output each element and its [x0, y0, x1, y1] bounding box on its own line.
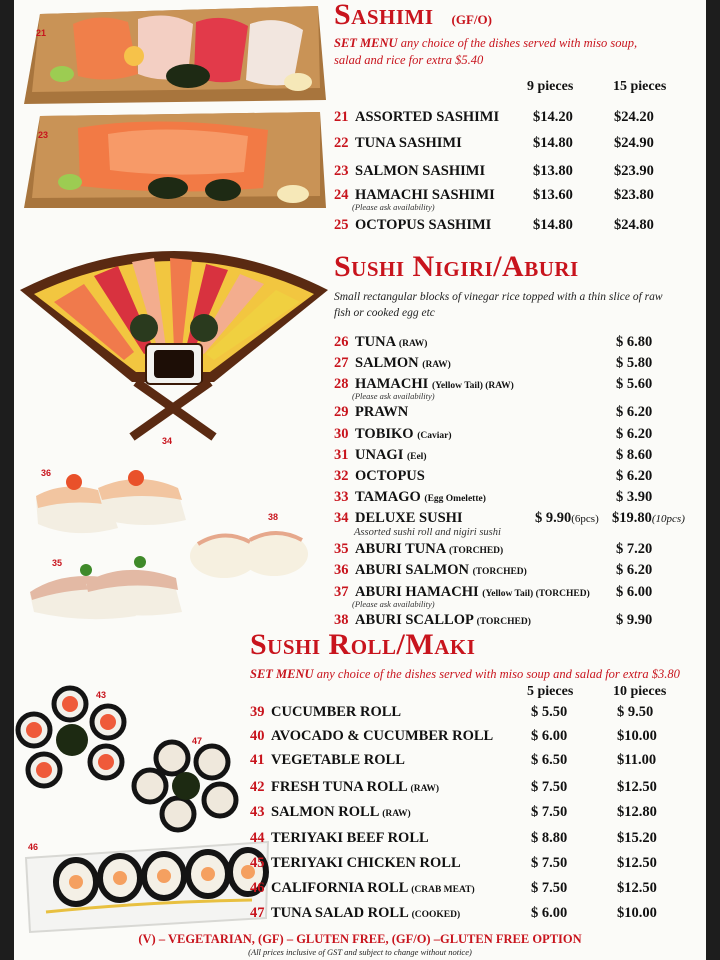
photo-number-43: 43 [96, 690, 107, 700]
item-price-small: $14.80 [533, 217, 573, 233]
aburi-scallop-photo [180, 518, 316, 588]
item-name [355, 135, 462, 152]
item-name-text: ABURI SALMON [355, 562, 469, 578]
item-qualifier: (Caviar) [417, 431, 452, 441]
deluxe-sushi-fan-photo [14, 232, 332, 454]
item-price-small: $13.60 [533, 187, 573, 203]
item-price-large: $23.90 [614, 163, 654, 179]
maki-item-45 [250, 855, 530, 875]
item-number: 27 [334, 355, 349, 371]
item-name-text: VEGETABLE ROLL [271, 752, 405, 768]
item-note: Assorted sushi roll and nigiri sushi [354, 527, 501, 538]
photo-number-35: 35 [52, 558, 63, 568]
item-number: 23 [334, 163, 349, 179]
item-price-small: $ 7.50 [531, 804, 568, 820]
maki-item-41 [250, 752, 530, 772]
item-price: $ 3.90 [616, 489, 653, 505]
item-price-large: $23.80 [614, 187, 654, 203]
maki-item-47 [250, 905, 530, 925]
item-number: 41 [250, 752, 265, 768]
price-value: $19.80 [612, 510, 652, 526]
item-price-large: $12.50 [617, 855, 657, 871]
item-name [355, 562, 527, 579]
item-qualifier: (RAW) [398, 339, 428, 349]
item-price-large: $24.90 [614, 135, 654, 151]
sashimi-col-15-pieces: 15 pieces [613, 79, 667, 94]
item-number: 22 [334, 135, 349, 151]
item-price-small: $14.80 [533, 135, 573, 151]
item-price-small: $ 6.50 [531, 752, 568, 768]
item-price-10pcs [612, 510, 685, 527]
item-qualifier: (Egg Omelette) [424, 494, 486, 504]
item-name-text: TUNA SALAD ROLL [271, 905, 408, 921]
item-price: $ 6.20 [616, 426, 653, 442]
aburi-salmon-photo [28, 468, 194, 542]
item-qualifier: (Yellow Tail) (TORCHED) [482, 589, 590, 599]
item-price-large: $ 9.50 [617, 704, 654, 720]
item-price-small: $ 5.50 [531, 704, 568, 720]
item-name-text: OCTOPUS [355, 468, 425, 484]
item-price-small: $ 6.00 [531, 728, 568, 744]
item-price: $ 7.20 [616, 541, 653, 557]
nigiri-item-30 [334, 426, 624, 446]
item-number: 43 [250, 804, 265, 820]
item-price: $ 6.20 [616, 562, 653, 578]
nigiri-title: Sushi Nigiri/Aburi [334, 250, 579, 283]
photo-number-23: 23 [38, 130, 49, 140]
sashimi-set-label: SET MENU [334, 36, 398, 50]
photo-number-47: 47 [192, 736, 203, 746]
item-price: $ 9.90 [616, 612, 653, 628]
item-name [355, 217, 491, 234]
nigiri-item-26 [334, 334, 624, 354]
item-price-small: $14.20 [533, 109, 573, 125]
salmon-roll-photo [14, 686, 138, 798]
item-name [271, 704, 401, 721]
item-name-text: TAMAGO [355, 489, 421, 505]
item-name-text: DELUXE SUSHI [355, 510, 463, 526]
item-name-text: TUNA SASHIMI [355, 135, 462, 151]
maki-col-10-pieces: 10 pieces [613, 684, 667, 699]
item-number: 21 [334, 109, 349, 125]
item-number: 44 [250, 830, 265, 846]
item-number: 40 [250, 728, 265, 744]
item-price-small: $13.80 [533, 163, 573, 179]
item-name [271, 830, 429, 847]
item-name [355, 541, 503, 558]
item-price: $ 5.80 [616, 355, 653, 371]
item-name-text: SALMON ROLL [271, 804, 379, 820]
maki-col-5-pieces: 5 pieces [527, 684, 574, 699]
item-name [355, 489, 486, 506]
price-value: $ 9.90 [535, 510, 572, 526]
tuna-salad-roll-photo [130, 738, 250, 838]
maki-item-43 [250, 804, 530, 824]
item-name [271, 779, 439, 796]
item-number: 30 [334, 426, 349, 442]
footer-note: (All prices inclusive of GST and subject to change without notice) [248, 947, 472, 957]
item-name-text: TUNA [355, 334, 396, 350]
maki-item-42 [250, 779, 530, 799]
item-name-text: ABURI HAMACHI [355, 584, 479, 600]
nigiri-item-33 [334, 489, 624, 509]
aburi-tuna-photo [26, 554, 186, 626]
footer-legend: (V) – VEGETARIAN, (GF) – GLUTEN FREE, (GF/O) –GLUTEN FREE OPTION [138, 932, 582, 946]
item-note: (Please ask availability) [352, 391, 435, 401]
item-name-text: ASSORTED SASHIMI [355, 109, 500, 125]
photo-number-38: 38 [268, 512, 279, 522]
item-price-small: $ 7.50 [531, 779, 568, 795]
item-number: 42 [250, 779, 265, 795]
item-name [271, 880, 475, 897]
item-qualifier: (TORCHED) [476, 617, 531, 627]
salmon-sashimi-photo [18, 108, 330, 220]
item-name [355, 426, 451, 443]
item-price-large: $24.80 [614, 217, 654, 233]
item-name [271, 728, 493, 745]
item-qualifier: (RAW) [422, 360, 451, 370]
maki-item-40 [250, 728, 530, 748]
assorted-sashimi-photo [18, 4, 330, 116]
item-number: 37 [334, 584, 349, 600]
item-number: 26 [334, 334, 349, 350]
item-name-text: OCTOPUS SASHIMI [355, 217, 492, 233]
nigiri-item-35 [334, 541, 624, 561]
photo-number-34: 34 [162, 436, 173, 446]
item-name [355, 468, 425, 485]
sashimi-set-menu [334, 35, 664, 69]
item-name-text: ABURI TUNA [355, 541, 446, 557]
item-name [355, 510, 463, 527]
maki-set-menu [250, 666, 690, 683]
item-price-large: $12.80 [617, 804, 657, 820]
maki-item-46 [250, 880, 530, 900]
item-note: (Please ask availability) [352, 202, 435, 212]
sashimi-item-25 [334, 217, 514, 237]
item-qualifier: (RAW) [382, 809, 411, 819]
item-name-text: FRESH TUNA ROLL [271, 779, 407, 795]
item-name [355, 163, 485, 180]
sashimi-item-21 [334, 109, 514, 129]
item-note: (Please ask availability) [352, 599, 435, 609]
maki-set-text: any choice of the dishes served with miso soup and salad for extra $3.80 [316, 667, 680, 681]
item-qualifier: (TORCHED) [449, 546, 504, 556]
item-price-large: $12.50 [617, 880, 657, 896]
item-name [271, 752, 405, 769]
item-price-small: $ 7.50 [531, 880, 568, 896]
item-number: 46 [250, 880, 265, 896]
item-name-text: ABURI SCALLOP [355, 612, 474, 628]
item-price-large: $12.50 [617, 779, 657, 795]
item-name-text: UNAGI [355, 447, 404, 463]
item-price: $ 8.60 [616, 447, 653, 463]
nigiri-description: Small rectangular blocks of vinegar rice topped with a thin slice of raw fish or cooked egg etc [334, 291, 663, 319]
item-name-text: CALIFORNIA ROLL [271, 880, 408, 896]
item-price: $ 6.00 [616, 584, 653, 600]
sashimi-set-text: any choice of the dishes served with miso soup, salad and rice for extra $5.40 [334, 36, 638, 67]
item-name [271, 905, 460, 922]
item-number: 31 [334, 447, 349, 463]
item-number: 33 [334, 489, 349, 505]
item-name-text: CUCUMBER ROLL [271, 704, 402, 720]
item-name-text: TERIYAKI CHICKEN ROLL [271, 855, 461, 871]
item-price-small: $ 6.00 [531, 905, 568, 921]
price-qty: (6pcs) [571, 513, 599, 525]
item-name [355, 355, 451, 372]
item-name [355, 109, 499, 126]
sashimi-title [334, 0, 492, 32]
item-number: 45 [250, 855, 265, 871]
maki-item-44 [250, 830, 530, 850]
item-name-text: PRAWN [355, 404, 409, 420]
item-price-large: $24.20 [614, 109, 654, 125]
item-number: 36 [334, 562, 349, 578]
item-number: 35 [334, 541, 349, 557]
item-name-text: SALMON [355, 355, 419, 371]
item-name [355, 612, 531, 629]
item-qualifier: (Yellow Tail) (RAW) [431, 381, 514, 391]
item-number: 34 [334, 510, 349, 526]
nigiri-item-32 [334, 468, 624, 488]
item-price: $ 5.60 [616, 376, 653, 392]
item-name-text: SALMON SASHIMI [355, 163, 486, 179]
item-number: 25 [334, 217, 349, 233]
item-number: 32 [334, 468, 349, 484]
item-price-small: $ 7.50 [531, 855, 568, 871]
item-qualifier: (TORCHED) [472, 567, 527, 577]
item-number: 38 [334, 612, 349, 628]
maki-set-label: SET MENU [250, 667, 314, 681]
item-price-6pcs [535, 510, 599, 527]
item-name-text: AVOCADO & CUCUMBER ROLL [271, 728, 494, 744]
sashimi-item-22 [334, 135, 514, 155]
item-name-text: HAMACHI SASHIMI [355, 187, 495, 203]
item-price: $ 6.20 [616, 404, 653, 420]
item-qualifier: (CRAB MEAT) [411, 885, 475, 895]
item-name [271, 804, 411, 821]
item-price-small: $ 8.80 [531, 830, 568, 846]
item-qualifier: (RAW) [410, 784, 440, 794]
item-price-large: $10.00 [617, 905, 657, 921]
nigiri-item-29 [334, 404, 624, 424]
nigiri-item-31 [334, 447, 624, 467]
price-qty: (10pcs) [651, 513, 685, 525]
photo-number-46: 46 [28, 842, 39, 852]
menu-page [14, 0, 706, 960]
nigiri-item-27 [334, 355, 624, 375]
item-number: 28 [334, 376, 349, 392]
item-qualifier: (COOKED) [411, 910, 461, 920]
item-price-large: $10.00 [617, 728, 657, 744]
item-name [355, 404, 408, 421]
item-name [355, 334, 427, 351]
sashimi-title-text: Sashimi [334, 0, 434, 31]
photo-number-21: 21 [36, 28, 47, 38]
item-price-large: $15.20 [617, 830, 657, 846]
item-number: 29 [334, 404, 349, 420]
item-qualifier: (Eel) [406, 452, 427, 462]
california-roll-photo [22, 840, 272, 936]
item-price: $ 6.80 [616, 334, 653, 350]
sashimi-col-9-pieces: 9 pieces [527, 79, 574, 94]
item-number: 24 [334, 187, 349, 203]
photo-number-36: 36 [41, 468, 52, 478]
item-name-text: TOBIKO [355, 426, 414, 442]
nigiri-item-36 [334, 562, 624, 582]
sashimi-gf-tag: (GF/O) [451, 12, 492, 27]
item-number: 47 [250, 905, 265, 921]
item-name-text: TERIYAKI BEEF ROLL [271, 830, 429, 846]
maki-title: Sushi Roll/Maki [250, 628, 476, 661]
item-price: $ 6.20 [616, 468, 653, 484]
item-number: 39 [250, 704, 265, 720]
maki-item-39 [250, 704, 530, 724]
item-name [355, 447, 427, 464]
sashimi-item-23 [334, 163, 514, 183]
item-name [271, 855, 461, 872]
item-name-text: HAMACHI [355, 376, 429, 392]
item-price-large: $11.00 [617, 752, 657, 768]
